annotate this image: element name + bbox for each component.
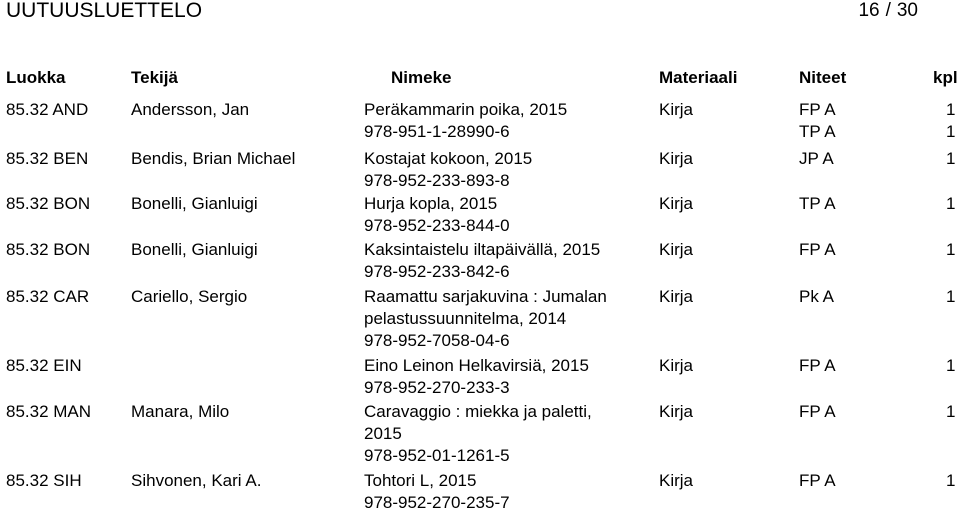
- nimeke-isbn: 978-951-1-28990-6: [364, 122, 510, 141]
- cell-kpl: [946, 239, 955, 261]
- niteet-label: FP A: [799, 240, 836, 259]
- cell-tekija: Bendis, Brian Michael: [131, 149, 296, 168]
- nimeke-title: Kostajat kokoon, 2015: [364, 149, 533, 168]
- kpl-value: 1: [946, 122, 956, 141]
- cell-materiaali: Kirja: [659, 100, 694, 119]
- cell-luokka: 85.32 BON: [6, 240, 91, 259]
- kpl-value: 1: [946, 287, 956, 306]
- cell-luokka: 85.32 BEN: [6, 149, 89, 168]
- cell-nimeke: [364, 239, 654, 283]
- cell-materiaali: Kirja: [659, 471, 694, 490]
- cell-kpl: [946, 470, 955, 492]
- cell-nimeke: [364, 470, 654, 514]
- nimeke-title: Raamattu sarjakuvina : Jumalan: [364, 287, 607, 306]
- cell-materiaali: Kirja: [659, 149, 694, 168]
- niteet-label: Pk A: [799, 287, 834, 306]
- cell-nimeke: [364, 355, 654, 399]
- cell-nimeke: [364, 148, 654, 192]
- cell-niteet: [799, 470, 836, 492]
- cell-kpl: [946, 148, 955, 170]
- niteet-label: JP A: [799, 149, 834, 168]
- niteet-label: TP A: [799, 194, 836, 213]
- cell-luokka: 85.32 EIN: [6, 356, 82, 375]
- nimeke-isbn: 978-952-270-235-7: [364, 493, 510, 512]
- nimeke-isbn: 978-952-233-893-8: [364, 171, 510, 190]
- cell-materiaali: Kirja: [659, 240, 694, 259]
- niteet-label: FP A: [799, 471, 836, 490]
- cell-tekija: Sihvonen, Kari A.: [131, 471, 262, 490]
- nimeke-title-cont: pelastussuunnitelma, 2014: [364, 309, 567, 328]
- cell-kpl: [946, 401, 955, 423]
- nimeke-isbn: 978-952-01-1261-5: [364, 446, 510, 465]
- nimeke-isbn: 978-952-270-233-3: [364, 378, 510, 397]
- cell-niteet: [799, 99, 836, 143]
- column-header-luokka: Luokka: [6, 68, 66, 87]
- cell-kpl: [946, 193, 955, 215]
- column-header-tekija: Tekijä: [131, 68, 178, 87]
- nimeke-isbn: 978-952-233-844-0: [364, 216, 510, 235]
- cell-luokka: 85.32 BON: [6, 194, 91, 213]
- cell-niteet: [799, 286, 834, 308]
- cell-luokka: 85.32 AND: [6, 100, 89, 119]
- cell-nimeke: [364, 401, 654, 467]
- niteet-label: TP A: [799, 122, 836, 141]
- kpl-value: 1: [946, 471, 956, 490]
- cell-materiaali: Kirja: [659, 402, 694, 421]
- page-separator: /: [885, 0, 891, 21]
- cell-kpl: [946, 355, 955, 377]
- cell-niteet: [799, 355, 836, 377]
- kpl-value: 1: [946, 149, 956, 168]
- nimeke-title: Tohtori L, 2015: [364, 471, 477, 490]
- cell-materiaali: Kirja: [659, 194, 694, 213]
- cell-tekija: Andersson, Jan: [131, 100, 250, 119]
- kpl-value: 1: [946, 402, 956, 421]
- cell-nimeke: [364, 99, 654, 143]
- nimeke-title: Caravaggio : miekka ja paletti,: [364, 402, 592, 421]
- kpl-value: 1: [946, 100, 956, 119]
- cell-kpl: [946, 286, 955, 308]
- cell-niteet: [799, 193, 836, 215]
- nimeke-title: Hurja kopla, 2015: [364, 194, 498, 213]
- cell-tekija: Bonelli, Gianluigi: [131, 240, 258, 259]
- kpl-value: 1: [946, 194, 956, 213]
- nimeke-title: Eino Leinon Helkavirsiä, 2015: [364, 356, 589, 375]
- page-total: 30: [896, 0, 918, 21]
- column-header-nimeke: Nimeke: [391, 68, 452, 87]
- cell-tekija: Manara, Milo: [131, 402, 230, 421]
- column-header-niteet: Niteet: [799, 68, 847, 87]
- page-title: UUTUUSLUETTELO: [6, 0, 203, 22]
- nimeke-title-cont: 2015: [364, 424, 402, 443]
- cell-nimeke: [364, 193, 654, 237]
- nimeke-isbn: 978-952-233-842-6: [364, 262, 510, 281]
- kpl-value: 1: [946, 356, 956, 375]
- page-current: 16: [858, 0, 880, 21]
- niteet-label: FP A: [799, 100, 836, 119]
- nimeke-title: Kaksintaistelu iltapäivällä, 2015: [364, 240, 601, 259]
- cell-kpl: [946, 99, 955, 143]
- column-header-kpl: kpl: [933, 68, 958, 87]
- cell-materiaali: Kirja: [659, 356, 694, 375]
- kpl-value: 1: [946, 240, 956, 259]
- column-header-materiaali: Materiaali: [659, 68, 738, 87]
- cell-luokka: 85.32 CAR: [6, 287, 90, 306]
- cell-niteet: [799, 148, 834, 170]
- cell-materiaali: Kirja: [659, 287, 694, 306]
- cell-niteet: [799, 239, 836, 261]
- nimeke-isbn: 978-952-7058-04-6: [364, 331, 510, 350]
- niteet-label: FP A: [799, 356, 836, 375]
- cell-tekija: Bonelli, Gianluigi: [131, 194, 258, 213]
- table-header: [0, 67, 960, 89]
- cell-luokka: 85.32 SIH: [6, 471, 82, 490]
- cell-niteet: [799, 401, 836, 423]
- page-number: [858, 0, 918, 24]
- cell-nimeke: [364, 286, 654, 352]
- niteet-label: FP A: [799, 402, 836, 421]
- cell-luokka: 85.32 MAN: [6, 402, 92, 421]
- nimeke-title: Peräkammarin poika, 2015: [364, 100, 568, 119]
- cell-tekija: Cariello, Sergio: [131, 287, 248, 306]
